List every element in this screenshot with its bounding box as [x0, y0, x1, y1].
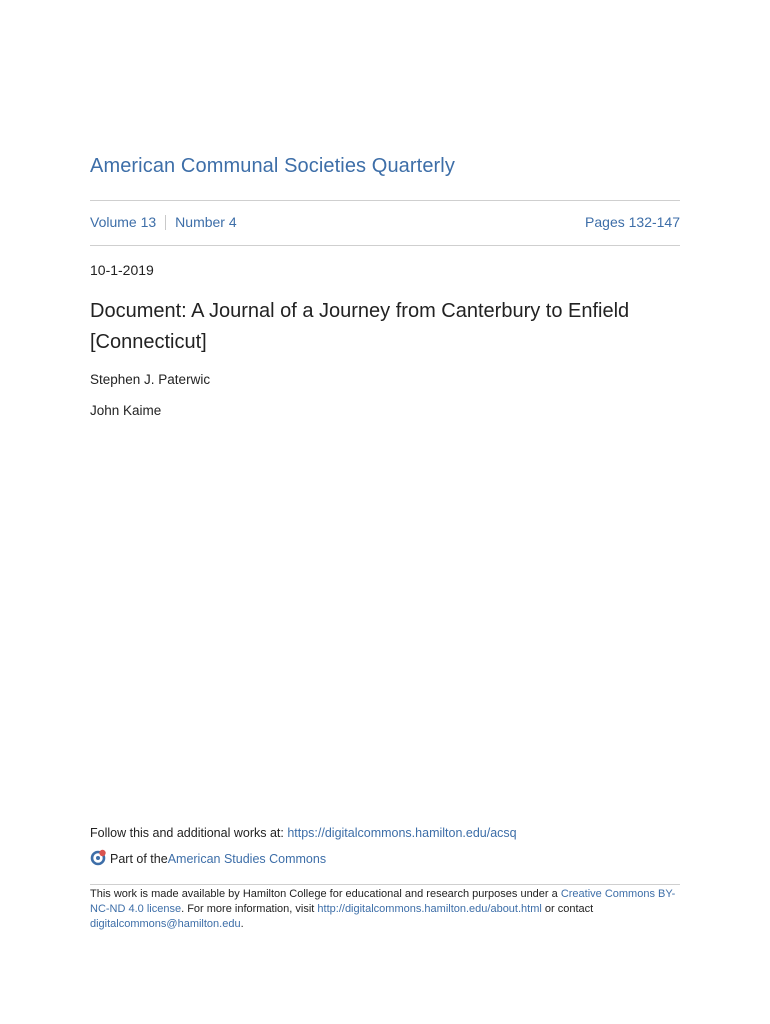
license-text: or contact [541, 903, 594, 915]
document-title: Document: A Journal of a Journey from Canterbury to Enfield [Connecticut] [90, 300, 630, 353]
contact-email-link[interactable]: digitalcommons@hamilton.edu [90, 918, 241, 930]
license-text: . [240, 918, 244, 930]
author-name: John Kaime [90, 403, 162, 418]
american-studies-commons-link[interactable]: American Studies Commons [167, 852, 327, 866]
issue-info-row [90, 214, 680, 230]
license-text: . For more information, visit [181, 903, 318, 915]
part-of-line [90, 849, 326, 869]
license-statement [90, 887, 680, 932]
creative-commons-license-link[interactable]: Creative Commons BY-NC-ND 4.0 license [90, 888, 676, 915]
issue-separator [165, 215, 166, 230]
collection-url-link[interactable]: https://digitalcommons.hamilton.edu/acsq [287, 826, 517, 840]
follow-text: Follow this and additional works at: [90, 826, 288, 840]
about-page-link[interactable]: http://digitalcommons.hamilton.edu/about.html [317, 903, 542, 915]
follow-line [90, 826, 517, 840]
volume-link[interactable]: Volume 13 [90, 214, 157, 230]
author-name: Stephen J. Paterwic [90, 372, 211, 387]
commons-network-icon [90, 849, 110, 869]
part-of-text: Part of the [110, 852, 168, 866]
issue-divider [90, 245, 680, 246]
publication-date: 10-1-2019 [90, 262, 154, 278]
top-divider [90, 200, 680, 201]
journal-title-link[interactable]: American Communal Societies Quarterly [90, 155, 455, 177]
number-link[interactable]: Number 4 [175, 214, 237, 230]
pages-range: Pages 132-147 [585, 214, 680, 230]
footer-divider [90, 884, 680, 885]
license-text: This work is made available by Hamilton College for educational and research purposes under a [90, 888, 561, 900]
